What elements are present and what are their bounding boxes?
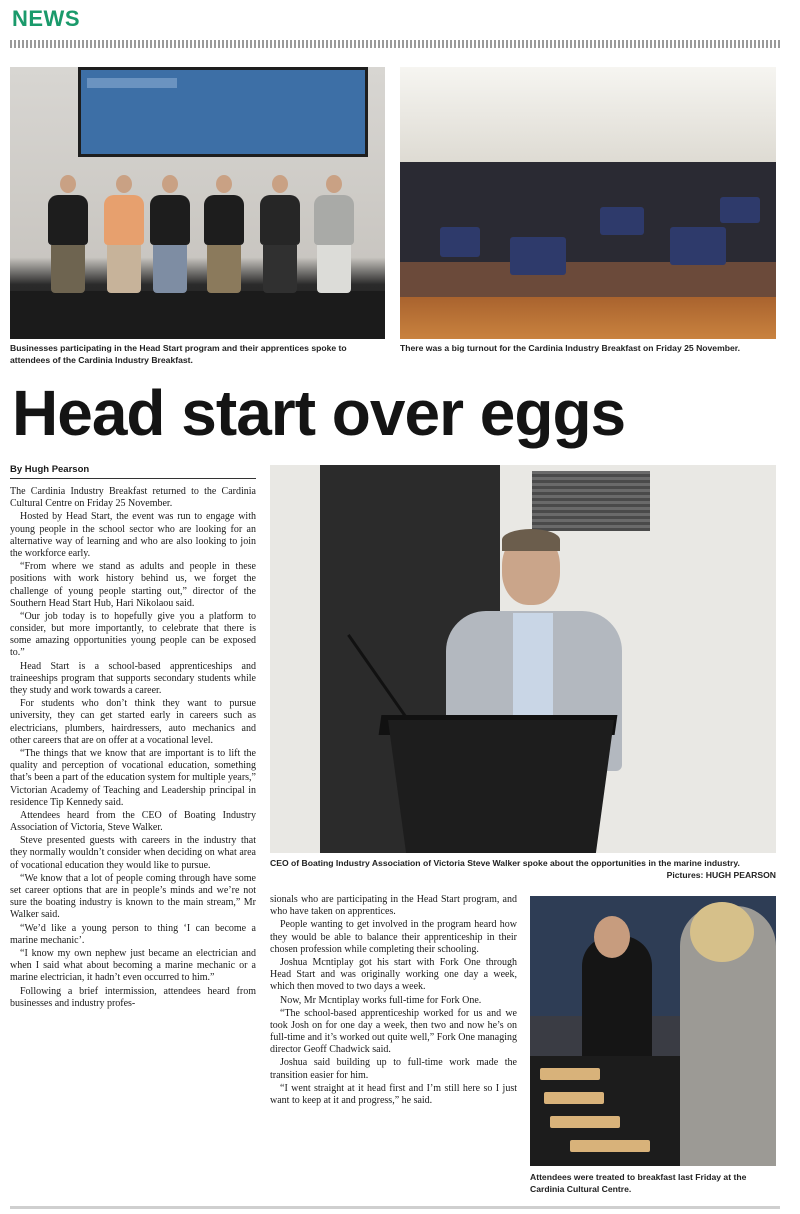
article-column-left [10,486,256,1202]
table [510,237,566,275]
food-tray [550,1116,620,1128]
byline: By Hugh Pearson [10,464,256,479]
ballroom-photo [400,67,776,339]
paragraph: “The things that we know that are important is to lift the quality and perception of vocational education, something that’s been a part of the education system for multiple years,” Victorian Academy of Teaching and Leadership principal in residence Tip Kennedy said. [10,747,256,808]
photo-credit: Pictures: HUGH PEARSON [666,869,776,880]
panel-member [312,175,356,293]
paragraph: sionals who are participating in the Head Start program, and who have taken on apprentices. [270,894,517,918]
ceiling [400,67,776,162]
food-tray [540,1068,600,1080]
panel-member [148,175,192,293]
speaker-caption-text: CEO of Boating Industry Association of Victoria Steve Walker spoke about the opportunities in the marine industry. [270,858,740,868]
student-head [594,916,630,958]
paragraph: Following a brief intermission, attendees heard from businesses and industry profes- [10,985,256,1009]
panel-photo [10,67,385,339]
speaker-shirt [513,613,553,723]
wall-vent [532,471,650,531]
panel-member [46,175,90,293]
speaker-hair [502,529,560,551]
paragraph: “I know my own nephew just became an electrician and when I said what about becoming a marine mechanic or a marine electrician, it hadn’t even occurred to him.” [10,947,256,984]
lectern [388,720,614,853]
paragraph: Attendees heard from the CEO of Boating Industry Association of Victoria, Steve Walker. [10,809,256,834]
panel-member [102,175,146,293]
speaker-photo [270,465,776,853]
article-column-middle [270,894,517,1200]
paragraph: “We know that a lot of people coming through have some set career options that are in people’s minds and we’re not sure the boating industry is known to the main stream,” Mr Walker said. [10,872,256,921]
food-tray [544,1092,604,1104]
paragraph: Joshua said building up to full-time work made the transition easier for him. [270,1057,517,1081]
stage-floor [10,291,385,339]
table [440,227,480,257]
paragraph: Hosted by Head Start, the event was run to engage with young people in the school sector who are looking for an alternative way of learning and who are also looking to join the workforce early. [10,511,256,559]
paragraph: “I went straight at it head first and I’m still here so I just want to keep at it and progress,” he said. [270,1082,517,1106]
projector-screen [78,67,368,157]
paragraph: The Cardinia Industry Breakfast returned to the Cardinia Cultural Centre on Friday 25 November. [10,486,256,510]
paragraph: Joshua Mcntiplay got his start with Fork One through Head Start and was originally working one day a week, which then moved to two days a week. [270,956,517,993]
buffet-photo [530,896,776,1166]
headline: Head start over eggs [12,377,626,449]
paragraph: “From where we stand as adults and people in these positions with work history behind us, we forget the challenge of young people starting out,” director of the Southern Head Start Hub, Hari Nikolaou said. [10,561,256,609]
paragraph: “The school-based apprenticeship worked for us and we took Josh on for one day a week, then two and now he’s on full-time and it’s worked out quite well,” Fork One managing director Geoff Chadwick said. [270,1007,517,1056]
bottom-rule [10,1206,780,1209]
speaker-caption [270,858,776,881]
table [720,197,760,223]
table [670,227,726,265]
table [600,207,644,235]
paragraph: Now, Mr Mcntiplay works full-time for Fork One. [280,994,482,1006]
section-divider [10,40,780,48]
paragraph: Head Start is a school-based apprenticeships and traineeships program that supports secondary students while they study and work towards a career. [10,660,256,696]
woman-hair [690,902,754,962]
panel-member [258,175,302,293]
paragraph: “Our job today is to hopefully give you a platform to consider, but more importantly, to celebrate that there is some amazing opportunities young people can be exposed to.” [10,610,256,659]
dance-floor [400,297,776,339]
carpet [400,262,776,302]
paragraph: For students who don’t think they want to pursue university, they can get started early in careers such as electricians, plumbers, hairdressers, auto mechanics and other careers that are on offer at a vocational level. [10,698,256,746]
panel-caption: Businesses participating in the Head Start program and their apprentices spoke to attendees of the Cardinia Industry Breakfast. [10,343,347,365]
panel-member [202,175,246,293]
paragraph: “We’d like a young person to thing ‘I can become a marine mechanic’. [10,922,256,946]
food-tray [570,1140,650,1152]
ballroom-caption: There was a big turnout for the Cardinia Industry Breakfast on Friday 25 November. [400,343,741,353]
paragraph: Steve presented guests with careers in the industry that they normally wouldn’t consider when deciding on what area of vocational education they would like to pursue. [10,835,256,871]
section-label: NEWS [12,6,80,31]
buffet-caption: Attendees were treated to breakfast last Friday at the Cardinia Cultural Centre. [530,1172,747,1194]
paragraph: People wanting to get involved in the program heard how they would be able to balance their apprenticeship in their chosen profession while completing their schooling. [270,919,517,955]
